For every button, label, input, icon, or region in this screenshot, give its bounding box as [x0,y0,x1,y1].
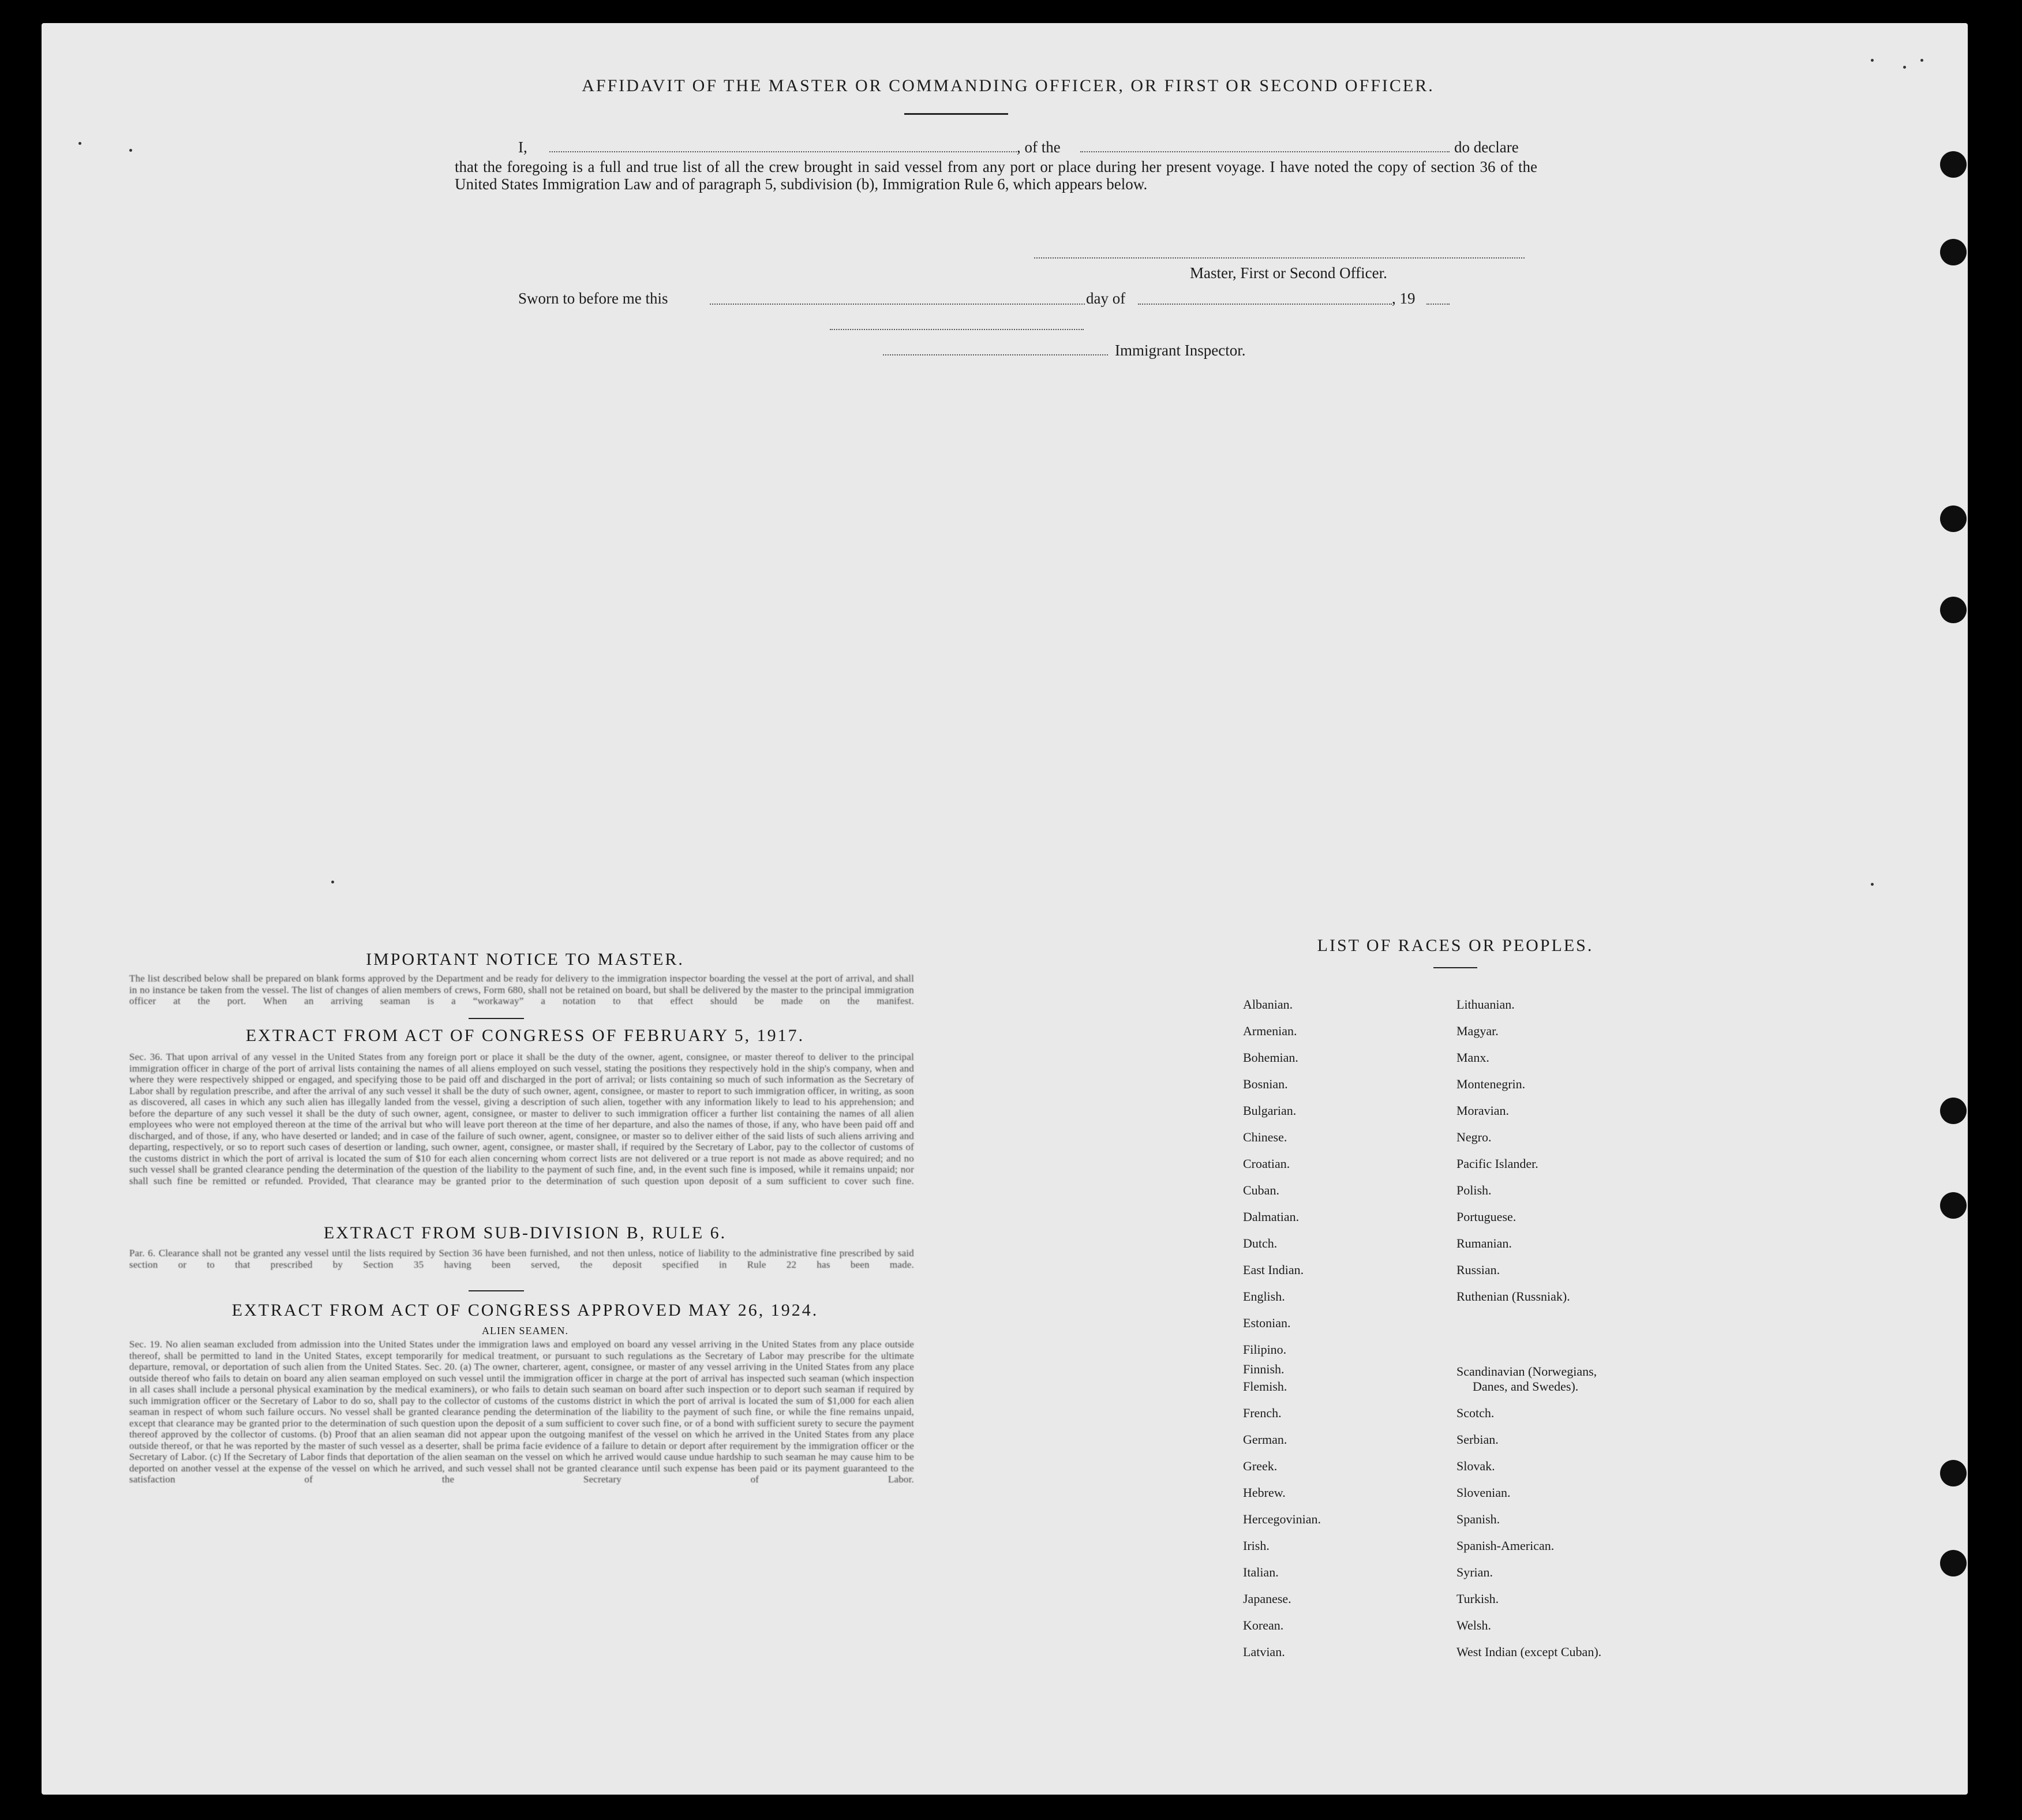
title-rule [904,113,1008,115]
race-item: Negro. [1456,1130,1492,1144]
binder-hole [1940,1550,1967,1576]
binder-hole [1940,1098,1967,1124]
race-item: Manx. [1456,1050,1489,1065]
race-item: Welsh. [1456,1618,1491,1632]
month-blank[interactable] [1138,304,1392,305]
race-item: Lithuanian. [1456,997,1515,1012]
vessel-blank[interactable] [1080,151,1450,152]
inspector-signature-blank-upper[interactable] [830,329,1084,330]
race-item: Turkish. [1456,1591,1499,1606]
master-signature-blank[interactable] [1034,257,1525,259]
extract-1917-text: Sec. 36. That upon arrival of any vessel in the United States from any foreign port or place it shall be the duty of the owner, agent, consignee, or master thereof to deliver to the principal immigration officer in charge of the port of arrival lists containing the names of all aliens employed on such vessel, stating the positions they respectively hold in the ship's company, when and where they were respectively shipped or engaged, and specifying those to be paid off and discharged in the port of arrival; or lists containing so much of such information as the Secretary of Labor shall by regulation prescribe, and after the arrival of any such vessel it shall be the duty of such owner, agent, consignee, or master to report to such immigration officer, in writing, as soon as discovered, all cases in which any such alien has illegally landed from the vessel, giving a description of such alien, together with any information likely to lead to his apprehension; and before the departure of any such vessel it shall be the duty of such owner, agent, consignee, or master to deliver to such immigration officer a further list containing the names of all alien employees who were not employed thereon at the time of the arrival but who will leave port thereon at the time of her departure, and also the names of those, if any, who have been paid off and discharged, and of those, if any, who have deserted or landed; and in case of the failure of such owner, agent, consignee, or master so to deliver either of the said lists of such aliens arriving and departing, respectively, or so to report such cases of desertion or landing, such owner, agent, consignee, or master shall, if required by the Secretary of Labor, pay to the collector of customs of the customs district in which the port of arrival is located the sum of $10 for each alien concerning whom correct lists are not delivered or a true report is not made as above required; and no such vessel shall be granted clearance pending the determination of the question of the liability to the payment of such fine, and, in the event such fine is imposed, while it remains unpaid; nor shall such fine be remitted or refunded. Provided, That clearance may be granted prior to the determination of such question upon deposit of a sum sufficient to cover such fine. [129,1051,914,1186]
race-item: French. [1243,1406,1282,1420]
binder-hole [1940,1192,1967,1219]
race-item: English. [1243,1289,1285,1304]
race-item: Spanish-American. [1456,1538,1555,1553]
of-the-label: , of the [1017,138,1061,156]
race-item: Bohemian. [1243,1050,1298,1065]
race-item: Filipino. [1243,1342,1287,1357]
race-item: Finnish. [1243,1362,1285,1376]
race-item: Flemish. [1243,1379,1287,1394]
race-item: Hercegovinian. [1243,1512,1321,1526]
race-item: Russian. [1456,1263,1500,1277]
race-item: Korean. [1243,1618,1284,1632]
race-item: Dalmatian. [1243,1209,1300,1224]
binder-hole [1940,239,1967,265]
notice-text: The list described below shall be prepared on blank forms approved by the Department and be ready for delivery to the immigration inspector boarding the vessel at the port of arrival, and shall in no instance be taken from the vessel. The list of changes of alien members of crews, Form 680, shall not be retained on board, but shall be delivered by the master to the principal immigration officer at the port. When an arriving seaman is a “workaway” a notation to that effect should be made on the manifest. [129,973,914,1006]
race-item: Bosnian. [1243,1077,1288,1091]
race-item: Serbian. [1456,1432,1499,1447]
race-item: West Indian (except Cuban). [1456,1645,1602,1659]
race-item: East Indian. [1243,1263,1304,1277]
race-item: Portuguese. [1456,1209,1516,1224]
binder-hole [1940,1460,1967,1486]
race-item: Spanish. [1456,1512,1500,1526]
race-item: Slovak. [1456,1459,1495,1473]
race-item: Ruthenian (Russniak). [1456,1289,1570,1304]
race-item: Pacific Islander. [1456,1156,1538,1171]
notice-title: IMPORTANT NOTICE TO MASTER. [366,950,684,969]
race-item: Slovenian. [1456,1485,1511,1500]
race-item: Scandinavian (Norwegians, [1456,1364,1597,1379]
binder-hole [1940,597,1967,623]
race-item: Montenegrin. [1456,1077,1526,1091]
ink-speck [331,881,334,883]
affidavit-i-label: I, [518,138,527,156]
binder-hole [1940,151,1967,178]
ink-speck [78,142,81,145]
ink-speck [1920,59,1923,62]
race-item: Chinese. [1243,1130,1287,1144]
sworn-label: Sworn to before me this [518,290,668,307]
race-item: Greek. [1243,1459,1278,1473]
race-item: Japanese. [1243,1591,1291,1606]
race-item: Syrian. [1456,1565,1493,1579]
ink-speck [1871,59,1874,62]
race-item: Albanian. [1243,997,1293,1012]
extract-1924-title: EXTRACT FROM ACT OF CONGRESS APPROVED MAY 26, 1924. [231,1301,819,1320]
name-blank[interactable] [549,151,1017,152]
race-item: Croatian. [1243,1156,1290,1171]
notice-rule [469,1018,524,1019]
race-item: Dutch. [1243,1236,1278,1250]
ink-speck [129,149,132,152]
binder-hole [1940,505,1967,532]
rule6-rule [469,1290,524,1291]
race-item: Italian. [1243,1565,1279,1579]
race-item: Cuban. [1243,1183,1279,1197]
race-item: Magyar. [1456,1024,1499,1038]
year-blank[interactable] [1426,304,1450,305]
affidavit-title: AFFIDAVIT OF THE MASTER OR COMMANDING OFFICER, OR FIRST OR SECOND OFFICER. [582,76,1435,95]
form-page [42,23,1968,1795]
race-item: Danes, and Swedes). [1473,1379,1579,1394]
extract-1917-title: EXTRACT FROM ACT OF CONGRESS OF FEBRUARY 5, 1917. [245,1026,805,1045]
extract-1924-text: Sec. 19. No alien seaman excluded from admission into the United States under the immigration laws and employed on board any vessel arriving in the United States from any place outside thereof, shall be permitted to land in the United States, except temporarily for medical treatment, or pursuant to such regulations as the Secretary of Labor may prescribe for the ultimate departure, removal, or deportation of such alien from the United States. Sec. 20. (a) The owner, charterer, agent, consignee, or master of any vessel arriving in the United States from any place outside thereof who fails to detain on board any alien seaman employed on such vessel until the immigration officer in charge at the port of arrival has inspected such seaman (which inspection in all cases shall include a personal physical examination by the medical examiners), or who fails to detain such seaman on board after such inspection or to deport such seaman if required by such immigration officer or the Secretary of Labor to do so, shall pay to the collector of customs of the customs district in which the port of arrival is located the sum of $1,000 for each alien seaman in respect of whom such failure occurs. No vessel shall be granted clearance pending the determination of the liability to the payment of such fine, or while the fine remains unpaid, except that clearance may be granted prior to the determination of such question upon the deposit of a sum sufficient to cover such fine, or of a bond with sufficient surety to secure the payment thereof approved by the collector of customs. (b) Proof that an alien seaman did not appear upon the outgoing manifest of the vessel on which he arrived in the United States from any place outside thereof, or that he was reported by the master of such vessel as a deserter, shall be prima facie evidence of a failure to detain or deport after requirement by the immigration officer or the Secretary of Labor. (c) If the Secretary of Labor finds that deportation of the alien seaman on the vessel on which he arrived would cause undue hardship to such seaman he may cause him to be deported on another vessel at the expense of the vessel on which he arrived, and such vessel shall not be granted clearance until such expense has been paid or its payment guaranteed to the satisfaction of the Secretary of Labor. [129,1339,914,1485]
affidavit-paragraph: that the foregoing is a full and true list of all the crew brought in said vessel from any port or place during her present voyage. I have noted the copy of section 36 of the United States Immigration Law and of paragraph 5, subdivision (b), Immigration Rule 6, which appears below. [455,158,1537,193]
inspector-signature-blank[interactable] [883,354,1108,355]
race-item: Scotch. [1456,1406,1495,1420]
race-item: German. [1243,1432,1287,1447]
day-of-label: day of [1086,290,1126,307]
ink-speck [1871,883,1874,886]
race-item: Rumanian. [1456,1236,1512,1250]
race-item: Polish. [1456,1183,1492,1197]
race-item: Bulgarian. [1243,1103,1297,1118]
race-item: Irish. [1243,1538,1270,1553]
sworn-day-blank[interactable] [710,304,1085,305]
extract-1924-subtitle: ALIEN SEAMEN. [482,1325,568,1336]
races-title: LIST OF RACES OR PEOPLES. [1317,936,1594,955]
races-title-rule [1433,967,1477,968]
master-signature-label: Master, First or Second Officer. [1190,264,1387,282]
race-item: Armenian. [1243,1024,1297,1038]
year-label: , 19 [1392,290,1416,307]
race-item: Moravian. [1456,1103,1510,1118]
declare-label: do declare [1454,138,1519,156]
ink-speck [1903,66,1906,69]
race-item: Hebrew. [1243,1485,1286,1500]
race-item: Estonian. [1243,1316,1291,1330]
extract-rule6-text: Par. 6. Clearance shall not be granted any vessel until the lists required by Section 36 have been furnished, and not then unless, notice of liability to the administrative fine prescribed by said section or to that prescribed by Section 35 having been served, the deposit specified in Rule 22 has been made. [129,1248,914,1270]
extract-rule6-title: EXTRACT FROM SUB-DIVISION B, RULE 6. [323,1223,727,1242]
race-item: Latvian. [1243,1645,1285,1659]
inspector-label: Immigrant Inspector. [1115,342,1246,359]
